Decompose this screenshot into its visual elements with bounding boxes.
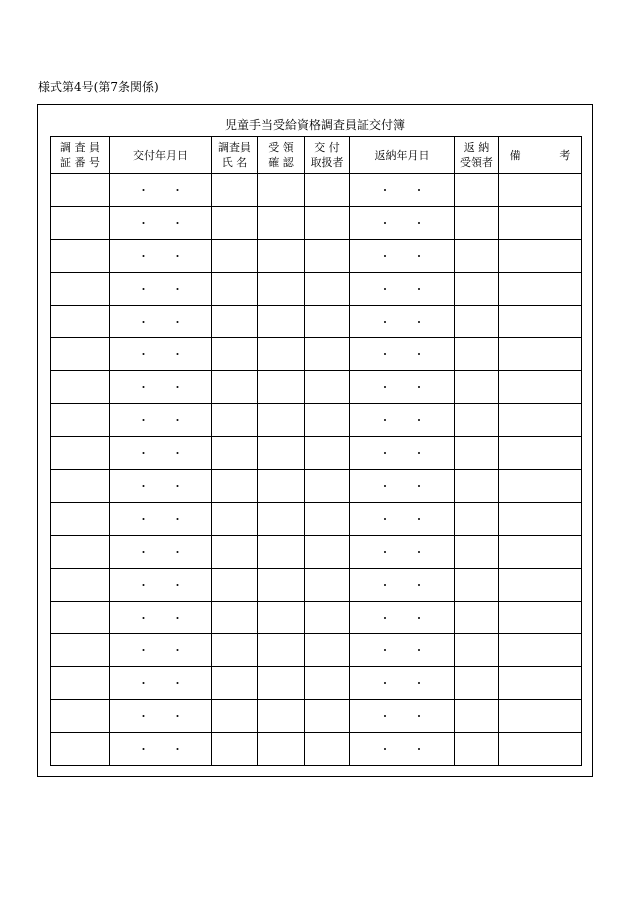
table-row — [51, 272, 582, 305]
return-date-cell[interactable] — [350, 174, 455, 207]
return-date-cell[interactable] — [350, 667, 455, 700]
date-separators — [368, 511, 436, 527]
inspector-name-cell[interactable] — [212, 272, 258, 305]
cert-no-cell[interactable] — [51, 437, 110, 470]
remarks-cell[interactable] — [499, 568, 582, 601]
issuing-handler-cell[interactable] — [305, 667, 350, 700]
return-date-cell[interactable] — [350, 733, 455, 766]
date-separator: ・ — [379, 348, 391, 362]
date-separators — [127, 346, 195, 362]
date-separator: ・ — [172, 183, 183, 197]
date-separators — [127, 511, 195, 527]
return-receiver-cell[interactable] — [455, 239, 499, 272]
ledger-body — [51, 174, 582, 766]
date-separator: ・ — [379, 183, 391, 197]
receipt-confirm-cell[interactable] — [258, 601, 305, 634]
date-separator: ・ — [413, 644, 425, 658]
date-separator: ・ — [138, 282, 149, 296]
issuing-handler-cell[interactable] — [305, 404, 350, 437]
inspector-name-cell[interactable] — [212, 601, 258, 634]
issuing-handler-cell[interactable] — [305, 437, 350, 470]
issuing-handler-cell[interactable] — [305, 174, 350, 207]
date-separator: ・ — [138, 414, 149, 428]
issue-date-cell[interactable] — [110, 470, 212, 503]
cert-no-cell[interactable] — [51, 338, 110, 371]
remarks-cell[interactable] — [499, 206, 582, 239]
return-date-cell[interactable] — [350, 470, 455, 503]
date-separator: ・ — [138, 216, 149, 230]
table-row — [51, 568, 582, 601]
date-separators — [127, 182, 195, 198]
return-receiver-cell[interactable] — [455, 535, 499, 568]
return-receiver-cell[interactable] — [455, 634, 499, 667]
date-separator: ・ — [413, 611, 425, 625]
date-separator: ・ — [413, 414, 425, 428]
inspector-name-cell[interactable] — [212, 733, 258, 766]
receipt-confirm-cell[interactable] — [258, 239, 305, 272]
table-row — [51, 470, 582, 503]
issuing-handler-cell[interactable] — [305, 568, 350, 601]
date-separator: ・ — [379, 743, 391, 757]
receipt-confirm-cell[interactable] — [258, 206, 305, 239]
remarks-cell[interactable] — [499, 371, 582, 404]
receipt-confirm-cell[interactable] — [258, 667, 305, 700]
receipt-confirm-cell[interactable] — [258, 733, 305, 766]
ledger-frame — [37, 104, 593, 777]
date-separators — [127, 379, 195, 395]
date-separator: ・ — [138, 545, 149, 559]
date-separator: ・ — [413, 315, 425, 329]
date-separator: ・ — [138, 677, 149, 691]
return-receiver-cell[interactable] — [455, 371, 499, 404]
date-separator: ・ — [138, 381, 149, 395]
table-row — [51, 601, 582, 634]
date-separators — [127, 281, 195, 297]
issuing-handler-cell[interactable] — [305, 371, 350, 404]
date-separators — [127, 642, 195, 658]
return-date-cell[interactable] — [350, 502, 455, 535]
return-date-cell[interactable] — [350, 700, 455, 733]
issuing-handler-cell[interactable] — [305, 305, 350, 338]
table-row — [51, 371, 582, 404]
date-separators — [368, 577, 436, 593]
receipt-confirm-cell[interactable] — [258, 404, 305, 437]
date-separators — [127, 478, 195, 494]
receipt-confirm-cell[interactable] — [258, 700, 305, 733]
date-separators — [127, 610, 195, 626]
remarks-cell[interactable] — [499, 437, 582, 470]
date-separator: ・ — [138, 611, 149, 625]
return-receiver-cell[interactable] — [455, 733, 499, 766]
remarks-cell[interactable] — [499, 272, 582, 305]
date-separator: ・ — [379, 381, 391, 395]
remarks-cell[interactable] — [499, 470, 582, 503]
remarks-cell[interactable] — [499, 667, 582, 700]
issuing-handler-cell[interactable] — [305, 239, 350, 272]
inspector-name-cell[interactable] — [212, 305, 258, 338]
cert-no-cell[interactable] — [51, 634, 110, 667]
header-receipt-confirm: 受 領 確 認 — [258, 137, 305, 174]
form-number-label: 様式第4号(第7条関係) — [38, 80, 159, 94]
inspector-name-cell[interactable] — [212, 667, 258, 700]
cert-no-cell[interactable] — [51, 174, 110, 207]
date-separator: ・ — [138, 348, 149, 362]
date-separator: ・ — [413, 479, 425, 493]
date-separators — [127, 215, 195, 231]
remarks-cell[interactable] — [499, 502, 582, 535]
header-cert-no: 調 査 員 証 番 号 — [51, 137, 110, 174]
date-separator: ・ — [379, 677, 391, 691]
date-separator: ・ — [172, 644, 183, 658]
inspector-name-cell[interactable] — [212, 535, 258, 568]
date-separators — [368, 182, 436, 198]
date-separator: ・ — [138, 447, 149, 461]
table-row — [51, 174, 582, 207]
date-separators — [368, 544, 436, 560]
issue-date-cell[interactable] — [110, 700, 212, 733]
cert-no-cell[interactable] — [51, 700, 110, 733]
cert-no-cell[interactable] — [51, 239, 110, 272]
inspector-name-cell[interactable] — [212, 404, 258, 437]
table-row — [51, 667, 582, 700]
date-separators — [127, 412, 195, 428]
date-separators — [368, 248, 436, 264]
return-receiver-cell[interactable] — [455, 272, 499, 305]
inspector-name-cell[interactable] — [212, 700, 258, 733]
table-row — [51, 700, 582, 733]
issue-date-cell[interactable] — [110, 206, 212, 239]
receipt-confirm-cell[interactable] — [258, 305, 305, 338]
date-separator: ・ — [138, 315, 149, 329]
return-date-cell[interactable] — [350, 305, 455, 338]
remarks-cell[interactable] — [499, 174, 582, 207]
issue-date-cell[interactable] — [110, 502, 212, 535]
date-separators — [368, 379, 436, 395]
return-receiver-cell[interactable] — [455, 667, 499, 700]
date-separators — [368, 215, 436, 231]
table-row — [51, 305, 582, 338]
receipt-confirm-cell[interactable] — [258, 338, 305, 371]
table-row — [51, 634, 582, 667]
date-separator: ・ — [379, 644, 391, 658]
return-date-cell[interactable] — [350, 404, 455, 437]
header-remarks: 備 考 — [499, 137, 582, 174]
receipt-confirm-cell[interactable] — [258, 634, 305, 667]
date-separator: ・ — [172, 447, 183, 461]
return-date-cell[interactable] — [350, 601, 455, 634]
return-receiver-cell[interactable] — [455, 206, 499, 239]
remarks-cell[interactable] — [499, 601, 582, 634]
return-date-cell[interactable] — [350, 634, 455, 667]
date-separator: ・ — [172, 249, 183, 263]
table-row — [51, 733, 582, 766]
date-separator: ・ — [379, 710, 391, 724]
receipt-confirm-cell[interactable] — [258, 568, 305, 601]
inspector-name-cell[interactable] — [212, 470, 258, 503]
cert-no-cell[interactable] — [51, 404, 110, 437]
issue-date-cell[interactable] — [110, 305, 212, 338]
issue-date-cell[interactable] — [110, 733, 212, 766]
date-separator: ・ — [379, 479, 391, 493]
date-separator: ・ — [172, 743, 183, 757]
inspector-name-cell[interactable] — [212, 206, 258, 239]
return-receiver-cell[interactable] — [455, 502, 499, 535]
receipt-confirm-cell[interactable] — [258, 272, 305, 305]
inspector-name-cell[interactable] — [212, 371, 258, 404]
return-receiver-cell[interactable] — [455, 470, 499, 503]
date-separator: ・ — [172, 282, 183, 296]
return-date-cell[interactable] — [350, 437, 455, 470]
remarks-cell[interactable] — [499, 404, 582, 437]
date-separators — [127, 445, 195, 461]
date-separator: ・ — [413, 447, 425, 461]
date-separator: ・ — [413, 348, 425, 362]
return-receiver-cell[interactable] — [455, 305, 499, 338]
date-separator: ・ — [172, 611, 183, 625]
date-separators — [127, 577, 195, 593]
issue-date-cell[interactable] — [110, 535, 212, 568]
return-receiver-cell[interactable] — [455, 404, 499, 437]
header-inspector-name: 調査員 氏 名 — [212, 137, 258, 174]
date-separator: ・ — [379, 512, 391, 526]
cert-no-cell[interactable] — [51, 535, 110, 568]
date-separator: ・ — [413, 249, 425, 263]
issuing-handler-cell[interactable] — [305, 601, 350, 634]
date-separator: ・ — [413, 381, 425, 395]
return-date-cell[interactable] — [350, 568, 455, 601]
header-return-date: 返納年月日 — [350, 137, 455, 174]
ledger-table — [50, 136, 588, 766]
return-date-cell[interactable] — [350, 338, 455, 371]
return-receiver-cell[interactable] — [455, 437, 499, 470]
date-separator: ・ — [172, 381, 183, 395]
date-separator: ・ — [413, 578, 425, 592]
receipt-confirm-cell[interactable] — [258, 535, 305, 568]
return-date-cell[interactable] — [350, 206, 455, 239]
date-separator: ・ — [172, 414, 183, 428]
date-separators — [127, 314, 195, 330]
date-separator: ・ — [413, 710, 425, 724]
issuing-handler-cell[interactable] — [305, 535, 350, 568]
issuing-handler-cell[interactable] — [305, 700, 350, 733]
receipt-confirm-cell[interactable] — [258, 371, 305, 404]
date-separator: ・ — [172, 677, 183, 691]
remarks-cell[interactable] — [499, 535, 582, 568]
date-separator: ・ — [138, 644, 149, 658]
issue-date-cell[interactable] — [110, 404, 212, 437]
cert-no-cell[interactable] — [51, 568, 110, 601]
cert-no-cell[interactable] — [51, 601, 110, 634]
date-separator: ・ — [413, 545, 425, 559]
issue-date-cell[interactable] — [110, 338, 212, 371]
remarks-cell[interactable] — [499, 700, 582, 733]
header-return-receiver: 返 納 受領者 — [455, 137, 499, 174]
return-receiver-cell[interactable] — [455, 601, 499, 634]
receipt-confirm-cell[interactable] — [258, 470, 305, 503]
remarks-cell[interactable] — [499, 239, 582, 272]
table-row — [51, 404, 582, 437]
remarks-cell[interactable] — [499, 634, 582, 667]
remarks-cell[interactable] — [499, 305, 582, 338]
date-separators — [368, 610, 436, 626]
date-separator: ・ — [379, 447, 391, 461]
date-separator: ・ — [413, 183, 425, 197]
date-separators — [127, 248, 195, 264]
table-row — [51, 338, 582, 371]
issue-date-cell[interactable] — [110, 174, 212, 207]
date-separator: ・ — [172, 315, 183, 329]
date-separator: ・ — [138, 249, 149, 263]
date-separator: ・ — [172, 512, 183, 526]
return-date-cell[interactable] — [350, 535, 455, 568]
date-separator: ・ — [379, 216, 391, 230]
date-separator: ・ — [413, 216, 425, 230]
issuing-handler-cell[interactable] — [305, 206, 350, 239]
issuing-handler-cell[interactable] — [305, 634, 350, 667]
ledger-title: 児童手当受給資格調査員証交付簿 — [224, 118, 405, 132]
cert-no-cell[interactable] — [51, 502, 110, 535]
cert-no-cell[interactable] — [51, 667, 110, 700]
header-issue-date: 交付年月日 — [110, 137, 212, 174]
date-separators — [368, 445, 436, 461]
date-separators — [368, 642, 436, 658]
date-separators — [368, 741, 436, 757]
return-receiver-cell[interactable] — [455, 700, 499, 733]
table-row — [51, 437, 582, 470]
issue-date-cell[interactable] — [110, 272, 212, 305]
remarks-cell[interactable] — [499, 338, 582, 371]
issue-date-cell[interactable] — [110, 239, 212, 272]
date-separator: ・ — [379, 611, 391, 625]
header-issuing-handler: 交 付 取扱者 — [305, 137, 350, 174]
date-separator: ・ — [413, 512, 425, 526]
return-date-cell[interactable] — [350, 272, 455, 305]
receipt-confirm-cell[interactable] — [258, 502, 305, 535]
issue-date-cell[interactable] — [110, 437, 212, 470]
table-row — [51, 206, 582, 239]
date-separator: ・ — [413, 677, 425, 691]
cert-no-cell[interactable] — [51, 470, 110, 503]
header-row — [51, 137, 582, 174]
date-separators — [127, 675, 195, 691]
issue-date-cell[interactable] — [110, 568, 212, 601]
date-separators — [368, 346, 436, 362]
return-receiver-cell[interactable] — [455, 338, 499, 371]
date-separator: ・ — [138, 743, 149, 757]
issue-date-cell[interactable] — [110, 667, 212, 700]
date-separator: ・ — [172, 710, 183, 724]
issuing-handler-cell[interactable] — [305, 470, 350, 503]
return-receiver-cell[interactable] — [455, 174, 499, 207]
date-separator: ・ — [413, 282, 425, 296]
date-separators — [127, 741, 195, 757]
issue-date-cell[interactable] — [110, 601, 212, 634]
date-separator: ・ — [138, 479, 149, 493]
inspector-name-cell[interactable] — [212, 568, 258, 601]
date-separator: ・ — [172, 545, 183, 559]
issuing-handler-cell[interactable] — [305, 272, 350, 305]
table-row — [51, 239, 582, 272]
inspector-name-cell[interactable] — [212, 338, 258, 371]
date-separator: ・ — [172, 348, 183, 362]
inspector-name-cell[interactable] — [212, 174, 258, 207]
date-separators — [368, 478, 436, 494]
return-receiver-cell[interactable] — [455, 568, 499, 601]
cert-no-cell[interactable] — [51, 733, 110, 766]
date-separators — [368, 412, 436, 428]
issuing-handler-cell[interactable] — [305, 502, 350, 535]
date-separator: ・ — [379, 414, 391, 428]
inspector-name-cell[interactable] — [212, 634, 258, 667]
issue-date-cell[interactable] — [110, 371, 212, 404]
issuing-handler-cell[interactable] — [305, 733, 350, 766]
remarks-cell[interactable] — [499, 733, 582, 766]
date-separator: ・ — [413, 743, 425, 757]
inspector-name-cell[interactable] — [212, 502, 258, 535]
cert-no-cell[interactable] — [51, 272, 110, 305]
date-separators — [368, 708, 436, 724]
cert-no-cell[interactable] — [51, 206, 110, 239]
date-separator: ・ — [138, 710, 149, 724]
issuing-handler-cell[interactable] — [305, 338, 350, 371]
date-separator: ・ — [138, 183, 149, 197]
date-separators — [368, 675, 436, 691]
date-separator: ・ — [379, 282, 391, 296]
receipt-confirm-cell[interactable] — [258, 437, 305, 470]
table-row — [51, 535, 582, 568]
date-separators — [127, 708, 195, 724]
date-separators — [368, 314, 436, 330]
table-row — [51, 502, 582, 535]
date-separator: ・ — [138, 578, 149, 592]
date-separator: ・ — [172, 578, 183, 592]
date-separators — [127, 544, 195, 560]
return-date-cell[interactable] — [350, 239, 455, 272]
return-date-cell[interactable] — [350, 371, 455, 404]
cert-no-cell[interactable] — [51, 371, 110, 404]
inspector-name-cell[interactable] — [212, 437, 258, 470]
date-separator: ・ — [379, 249, 391, 263]
issue-date-cell[interactable] — [110, 634, 212, 667]
date-separator: ・ — [379, 545, 391, 559]
inspector-name-cell[interactable] — [212, 239, 258, 272]
date-separator: ・ — [379, 315, 391, 329]
date-separators — [368, 281, 436, 297]
receipt-confirm-cell[interactable] — [258, 174, 305, 207]
cert-no-cell[interactable] — [51, 305, 110, 338]
date-separator: ・ — [172, 479, 183, 493]
date-separator: ・ — [379, 578, 391, 592]
date-separator: ・ — [138, 512, 149, 526]
date-separator: ・ — [172, 216, 183, 230]
